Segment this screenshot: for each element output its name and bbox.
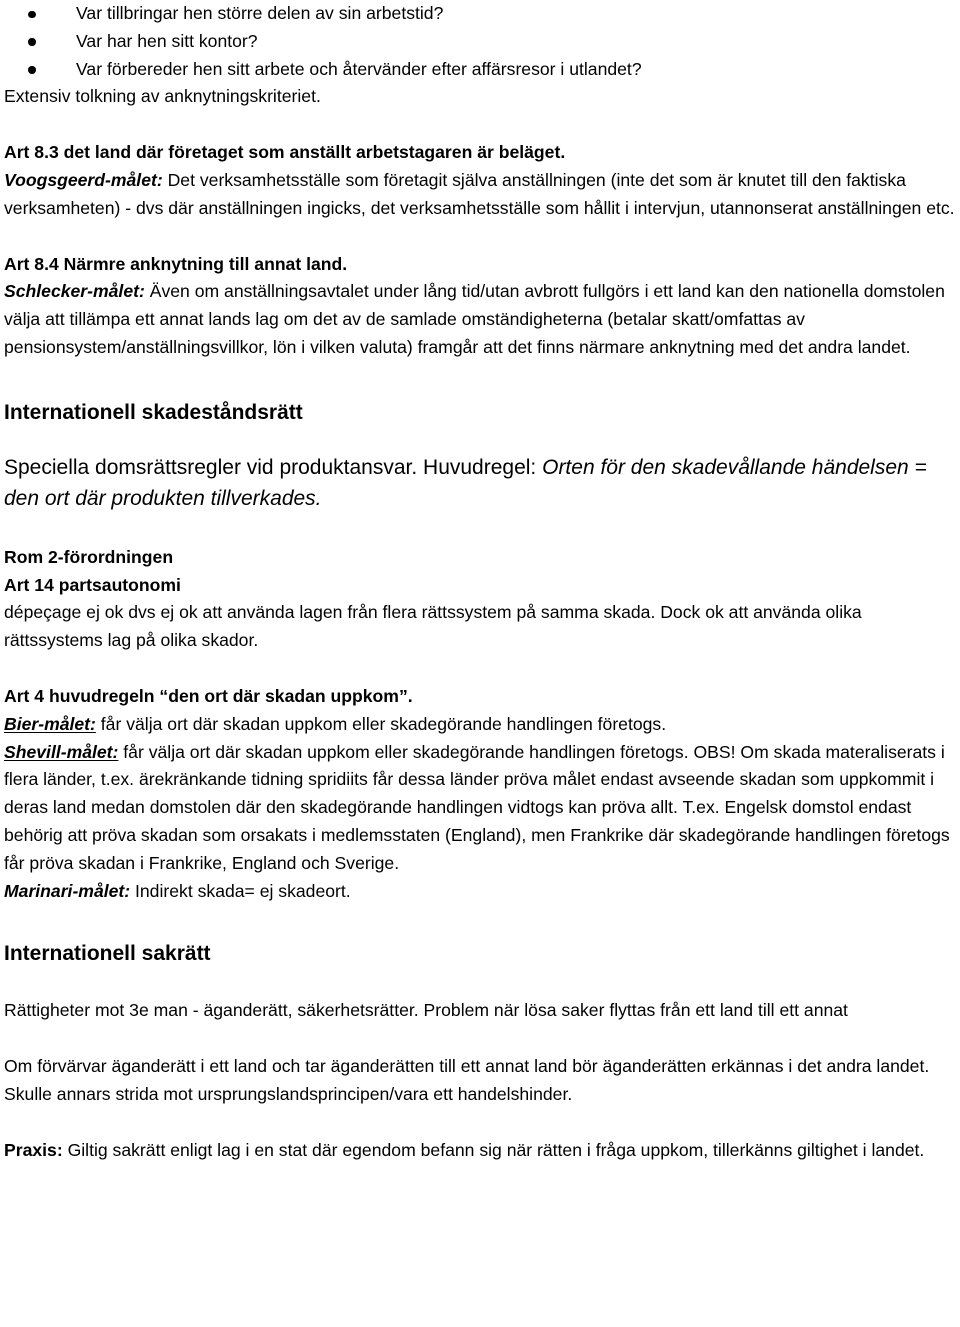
bullet-dot-icon <box>28 66 36 74</box>
rom2-heading: Rom 2-förordningen <box>4 546 174 567</box>
sakratt-paragraph-2: Om förvärvar äganderätt i ett land och tar äganderätten till ett annat land bör äganderätten erkännas i det andra landet. Skulle annars strida mot ursprungslandsprincipen/vara ett handelshinder. <box>4 1056 930 1104</box>
bullet-item: Var tillbringar hen större delen av sin arbetstid? <box>4 0 956 28</box>
section-heading-sakratt: Internationell sakrätt <box>4 942 211 966</box>
sakratt-paragraph-1: Rättigheter mot 3e man - äganderätt, säkerhetsrätter. Problem när lösa saker flyttas från ett land till ett annat <box>4 1000 848 1021</box>
art84-paragraph: Schlecker-målet: Även om anställningsavtalet under lång tid/utan avbrott fullgörs i ett land kan den nationella domstolen välja att tillämpa ett annat lands lag om det av de samlade omständigheterna (betalar skatt/omfattas av pensionsystem/anställningsvillkor, lön i vilken valuta) framgår att det finns närmare anknytning med det andra landet. <box>4 281 945 357</box>
section-heading-skadestand: Internationell skadeståndsrätt <box>4 400 303 424</box>
art14-heading: Art 14 partsautonomi <box>4 574 181 595</box>
bullet-dot-icon <box>28 11 36 19</box>
marinari-paragraph: Marinari-målet: Indirekt skada= ej skadeort. <box>4 880 351 901</box>
product-liability-rule: Speciella domsrättsregler vid produktansvar. Huvudregel: Orten för den skadevållande händelsen = den ort där produkten tillverkades. <box>4 455 927 510</box>
document-page <box>4 0 956 1165</box>
shevill-paragraph: Shevill-målet: får välja ort där skadan uppkom eller skadegörande handlingen företogs. OBS! Om skada materaliserats i flera länder, t.ex. ärekränkande tidning spridiits får dessa länder pröva målet endast avseende skadan som uppkommit i deras land medan domstolen där den skadegörande handlingen vidtogs kan pröva allt. T.ex. Engelsk domstol endast behörig att pröva skadan som orsakats i medlemsstaten (England), men Frankrike där skadegörande handlingen företogs får pröva skadan i Frankrike, England och Sverige. <box>4 741 950 873</box>
bullet-list <box>4 0 956 83</box>
bullet-item: Var förbereder hen sitt arbete och återvänder efter affärsresor i utlandet? <box>4 56 956 84</box>
case-name-voogsgeerd: Voogsgeerd-målet: <box>4 169 163 190</box>
case-name-schlecker: Schlecker-målet: <box>4 281 145 302</box>
praxis-paragraph: Praxis: Giltig sakrätt enligt lag i en stat där egendom befann sig när rätten i fråga uppkom, tillerkänns giltighet i landet. <box>4 1139 925 1160</box>
art14-paragraph: dépeçage ej ok dvs ej ok att använda lagen från flera rättssystem på samma skada. Dock ok att använda olika rättssystems lag på olika skador. <box>4 602 862 651</box>
extensive-note: Extensiv tolkning av anknytningskriteriet. <box>4 86 321 107</box>
case-name-shevill: Shevill-målet: <box>4 741 119 762</box>
praxis-label: Praxis: <box>4 1139 63 1160</box>
bullet-item: Var har hen sitt kontor? <box>4 28 956 56</box>
case-name-marinari: Marinari-målet: <box>4 880 131 901</box>
art83-paragraph: Voogsgeerd-målet: Det verksamhetsställe som företagit själva anställningen (inte det som är knutet till den faktiska verksamheten) - dvs där anställningen ingicks, det verksamhetsställe som hållit i intervjun, utannonserat anställningen etc. <box>4 169 955 218</box>
art84-heading: Art 8.4 Närmre anknytning till annat land. <box>4 253 348 274</box>
art83-heading: Art 8.3 det land där företaget som anställt arbetstagaren är beläget. <box>4 142 566 163</box>
bullet-dot-icon <box>28 38 36 46</box>
bier-paragraph: Bier-målet: får välja ort där skadan uppkom eller skadegörande handlingen företogs. <box>4 713 667 734</box>
art4-heading: Art 4 huvudregeln “den ort där skadan uppkom”. <box>4 685 413 706</box>
case-name-bier: Bier-målet: <box>4 713 96 734</box>
